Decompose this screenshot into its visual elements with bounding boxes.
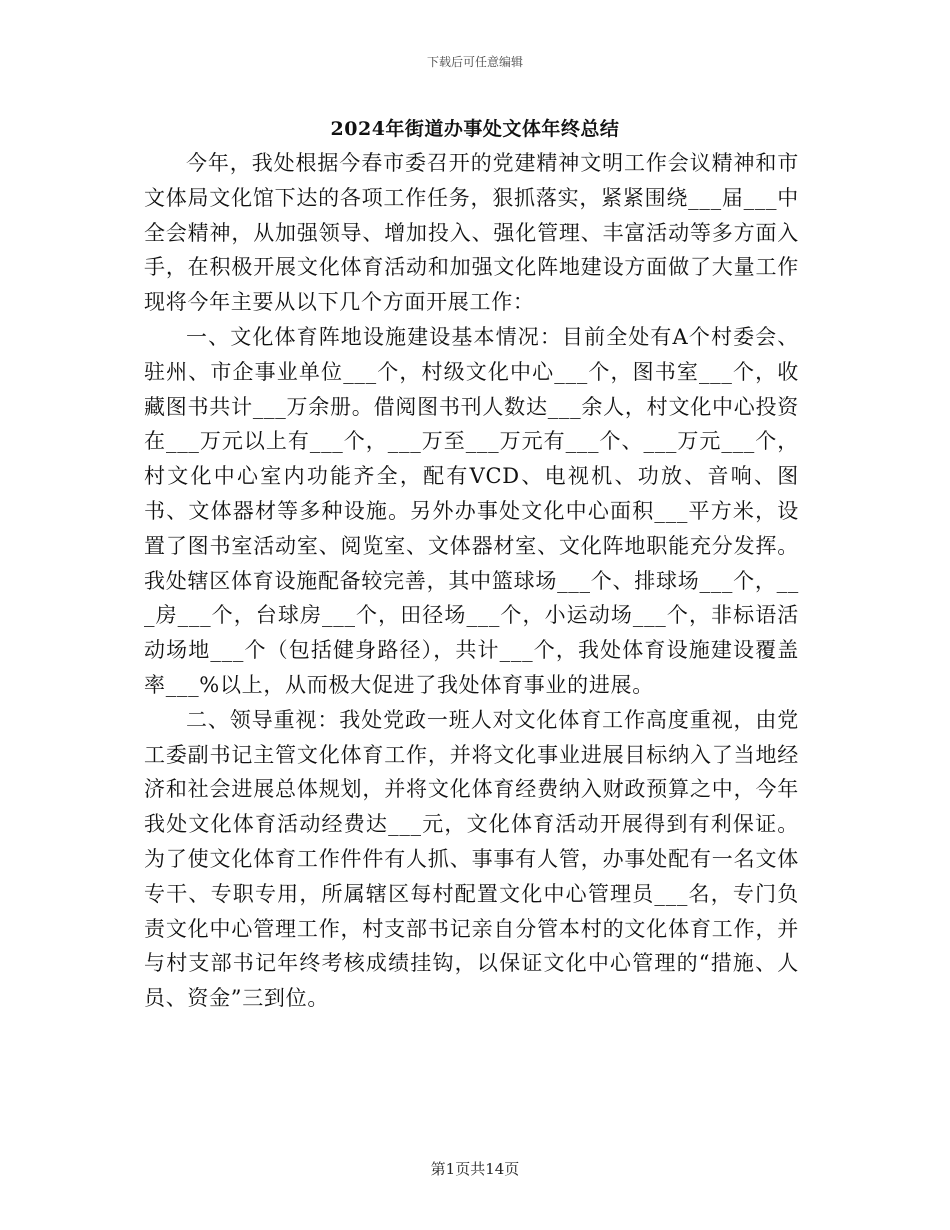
document-title: 2024年街道办事处文体年终总结 [330,118,620,140]
document-body [144,146,799,1016]
paragraph-leadership: 二、领导重视：我处党政一班人对文化体育工作高度重视，由党工委副书记主管文化体育工作，并将文化事业进展目标纳入了当地经济和社会进展总体规划，并将文化体育经费纳入财政预算之中，今年我处文化体育活动经费达___元，文化体育活动开展得到有利保证。为了使文化体育工作件件有人抓、事事有人管，办事处配有一名文体专干、专职专用，所属辖区每村配置文化中心管理员___名，专门负责文化中心管理工作，村支部书记亲自分管本村的文化体育工作，并与村支部书记年终考核成绩挂钩，以保证文化中心管理的“措施、人员、资金”三到位。 [144,707,799,1011]
page-number-footer: 第1页共14页 [430,1160,520,1178]
page-header-note: 下载后可任意编辑 [426,55,523,69]
paragraph-facilities: 一、文化体育阵地设施建设基本情况：目前全处有A个村委会、驻州、市企事业单位___个，村级文化中心___个，图书室___个，收藏图书共计___万余册。借阅图书刊人数达___余人，村文化中心投资在___万元以上有___个，___万至___万元有___个、___万元___个，村文化中心室内功能齐全，配有VCD、电视机、功放、音响、图书、文体器材等多种设施。另外办事处文化中心面积___平方米，设置了图书室活动室、阅览室、文体器材室、文化阵地职能充分发挥。我处辖区体育设施配备较完善，其中篮球场___个、排球场___个，___房___个，台球房___个，田径场___个，小运动场___个，非标语活动场地___个（包括健身路径），共计___个，我处体育设施建设覆盖率___%以上，从而极大促进了我处体育事业的进展。 [144,324,799,697]
paragraph-intro: 今年，我处根据今春市委召开的党建精神文明工作会议精神和市文体局文化馆下达的各项工作任务，狠抓落实，紧紧围绕___届___中全会精神，从加强领导、增加投入、强化管理、丰富活动等多方面入手，在积极开展文化体育活动和加强文化阵地建设方面做了大量工作现将今年主要从以下几个方面开展工作： [144,151,799,315]
